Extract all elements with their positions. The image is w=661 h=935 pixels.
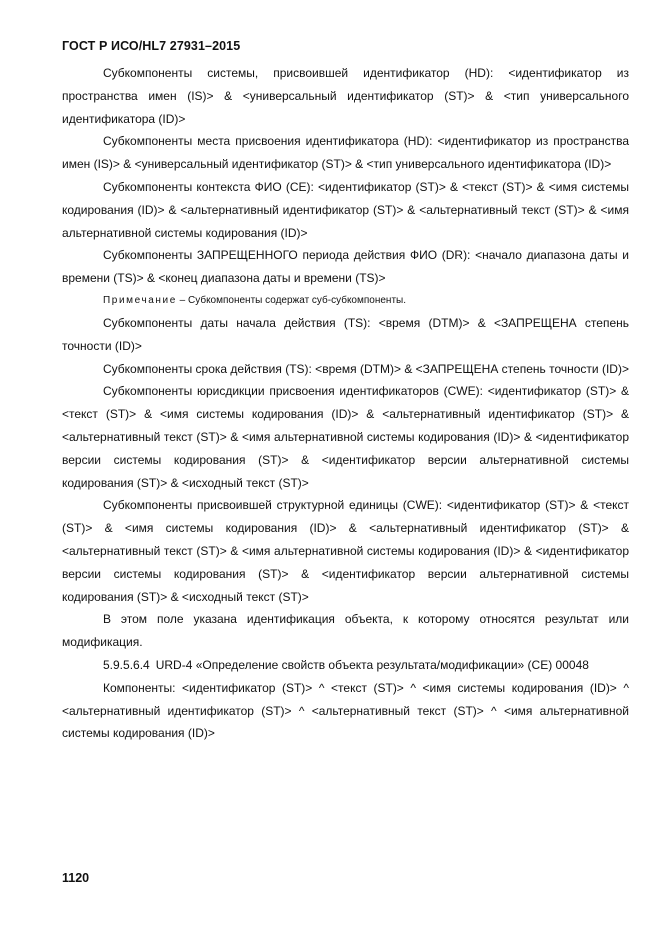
clause-number: 5.9.5.6.4: [103, 657, 150, 672]
page-number: 1120: [62, 871, 90, 885]
paragraph-field-description: В этом поле указана идентификация объекта, к которому относятся результат или модификация.: [62, 612, 629, 650]
note-label: Примечание: [103, 294, 177, 306]
paragraph-cwe-organization-unit-subcomponents: Субкомпоненты присвоившей структурной единицы (CWE): <идентификатор (ST)> & <текст (ST)> & <имя системы кодирования (ID)> & <альтернативный идентификатор (ST)> & <альтернативный текст (ST)> & <имя альтернативной системы кодирования (ID)> & <идентификатор версии системы кодирования (ST)> & <идентификатор версии альтернативной системы кодирования (ST)> & <исходный текст (ST)>: [62, 498, 629, 604]
paragraph-components: Компоненты: <идентификатор (ST)> ^ <текст (ST)> ^ <имя системы кодирования (ID)> ^ <альтернативный идентификатор (ST)> ^ <альтернативный текст (ST)> ^ <имя альтернативной системы кодирования (ID)>: [62, 680, 629, 741]
paragraph-cwe-jurisdiction-subcomponents: Субкомпоненты юрисдикции присвоения идентификаторов (CWE): <идентификатор (ST)> & <текст (ST)> & <имя системы кодирования (ID)> & <альтернативный идентификатор (ST)> & <альтернативный текст (ST)> & <имя альтернативной системы кодирования (ID)> & <идентификатор версии системы кодирования (ST)> & <идентификатор версии альтернативной системы кодирования (ST)> & <исходный текст (ST)>: [62, 384, 629, 490]
document-body: [62, 62, 629, 745]
paragraph-ts-start-date-subcomponents: Субкомпоненты даты начала действия (TS): <время (DTM)> & <ЗАПРЕЩЕНА степень точности (ID)>: [62, 315, 629, 353]
clause-text: URD-4 «Определение свойств объекта результата/модификации» (CE) 00048: [155, 657, 589, 672]
note: [62, 290, 629, 312]
note-text: – Субкомпоненты содержат суб-субкомпоненты.: [179, 294, 406, 306]
paragraph-dr-name-validity-subcomponents: Субкомпоненты ЗАПРЕЩЕННОГО периода действия ФИО (DR): <начало диапазона даты и времени (TS)> & <конец диапазона даты и времени (TS)>: [62, 248, 629, 286]
paragraph-ts-expiry-subcomponents: Субкомпоненты срока действия (TS): <время (DTM)> & <ЗАПРЕЩЕНА степень точности (ID)>: [103, 361, 629, 376]
paragraph-hd-system-subcomponents: Субкомпоненты системы, присвоившей идентификатор (HD): <идентификатор из пространства имен (IS)> & <универсальный идентификатор (ST)> & <тип универсального идентификатора (ID)>: [62, 66, 629, 126]
paragraph-ce-name-context-subcomponents: Субкомпоненты контекста ФИО (CE): <идентификатор (ST)> & <текст (ST)> & <имя системы кодирования (ID)> & <альтернативный идентификатор (ST)> & <альтернативный текст (ST)> & <имя альтернативной системы кодирования (ID)>: [62, 179, 629, 240]
clause-heading: [62, 654, 629, 677]
paragraph-hd-place-subcomponents: Субкомпоненты места присвоения идентификатора (HD): <идентификатор из пространства имен (IS)> & <универсальный идентификатор (ST)> & <тип универсального идентификатора (ID)>: [62, 134, 629, 172]
document-header: ГОСТ Р ИСО/HL7 27931–2015: [62, 39, 241, 53]
